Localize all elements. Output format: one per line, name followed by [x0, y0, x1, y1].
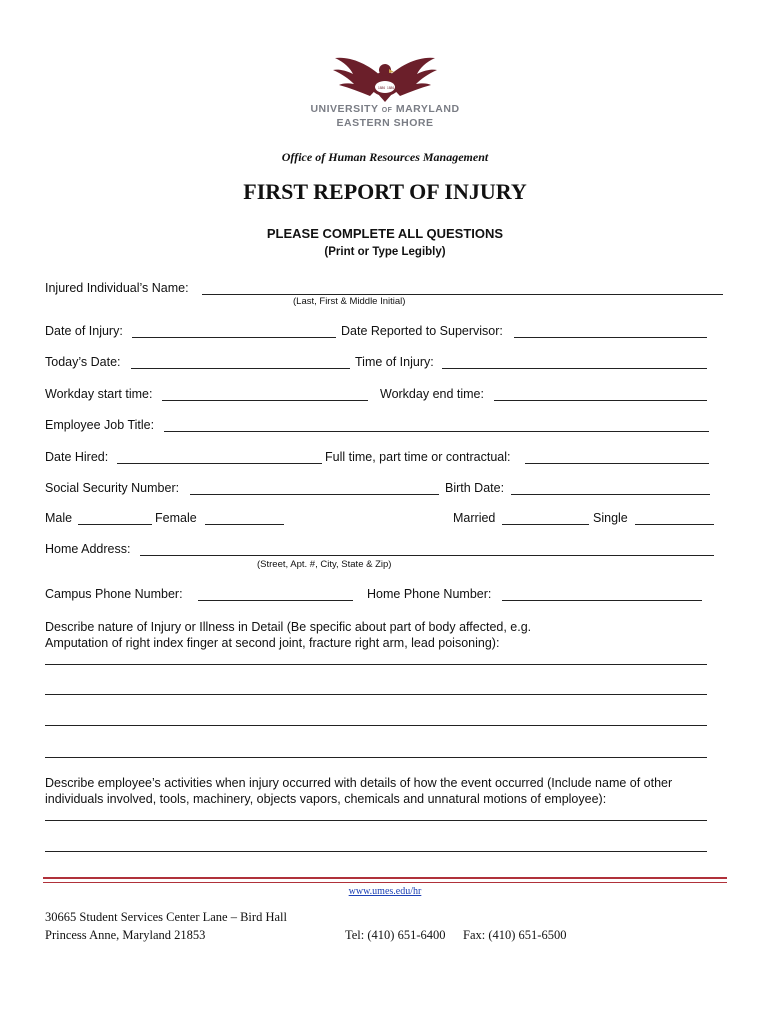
- campus-phone-field[interactable]: [198, 600, 353, 601]
- ssn-label: Social Security Number:: [45, 481, 180, 495]
- home-address-field[interactable]: [140, 555, 714, 556]
- home-phone-label: Home Phone Number:: [367, 587, 492, 601]
- home-address-label: Home Address:: [45, 542, 131, 556]
- activities-line-2[interactable]: [45, 851, 707, 852]
- birth-date-field[interactable]: [511, 494, 710, 495]
- workday-end-field[interactable]: [494, 400, 707, 401]
- birth-date-label: Birth Date:: [445, 481, 505, 495]
- time-of-injury-field[interactable]: [442, 368, 707, 369]
- female-field[interactable]: [205, 524, 284, 525]
- name-label: Injured Individual’s Name:: [45, 281, 189, 295]
- injury-nature-line-3[interactable]: [45, 725, 707, 726]
- ssn-field[interactable]: [190, 494, 439, 495]
- date-reported-field[interactable]: [514, 337, 707, 338]
- injury-nature-line-1[interactable]: [45, 664, 707, 665]
- footer-tel: Tel: (410) 651-6400: [345, 928, 446, 942]
- workday-start-label: Workday start time:: [45, 387, 153, 401]
- injury-nature-question: Describe nature of Injury or Illness in Detail (Be specific about part of body affected, e.g. Amputation of right index finger at second joint, fracture right arm, lead poisoning):: [45, 620, 532, 650]
- campus-phone-label: Campus Phone Number:: [45, 587, 183, 601]
- footer-divider-thin: [43, 882, 727, 883]
- footer-fax: Fax: (410) 651-6500: [463, 928, 567, 942]
- footer-divider: [43, 877, 727, 879]
- single-label: Single: [593, 511, 628, 525]
- date-hired-label: Date Hired:: [45, 450, 109, 464]
- svg-text:1886: 1886: [387, 86, 395, 90]
- employment-type-label: Full time, part time or contractual:: [325, 450, 511, 464]
- married-label: Married: [453, 511, 496, 525]
- todays-date-field[interactable]: [131, 368, 350, 369]
- svg-text:1886: 1886: [378, 86, 386, 90]
- married-field[interactable]: [502, 524, 589, 525]
- male-field[interactable]: [78, 524, 152, 525]
- female-label: Female: [155, 511, 197, 525]
- date-of-injury-field[interactable]: [132, 337, 336, 338]
- injury-nature-line-2[interactable]: [45, 694, 707, 695]
- footer-address-line2: Princess Anne, Maryland 21853: [45, 928, 206, 942]
- university-name: UNIVERSITY OF MARYLAND EASTERN SHORE: [310, 103, 460, 129]
- office-name: Office of Human Resources Management: [281, 150, 489, 164]
- time-of-injury-label: Time of Injury:: [355, 355, 434, 369]
- address-hint: (Street, Apt. #, City, State & Zip): [257, 559, 392, 570]
- job-title-label: Employee Job Title:: [45, 418, 155, 432]
- male-label: Male: [45, 511, 73, 525]
- activities-question: Describe employee’s activities when injury occurred with details of how the event occurred (Include name of other individuals involved, tools, machinery, objects vapors, chemicals and unnatural motions of employee):: [45, 776, 673, 806]
- page-title: FIRST REPORT OF INJURY: [243, 179, 527, 204]
- name-hint: (Last, First & Middle Initial): [293, 296, 406, 307]
- date-hired-field[interactable]: [117, 463, 322, 464]
- job-title-field[interactable]: [164, 431, 709, 432]
- activities-line-1[interactable]: [45, 820, 707, 821]
- employment-type-field[interactable]: [525, 463, 709, 464]
- instruction-heading: PLEASE COMPLETE ALL QUESTIONS: [266, 226, 504, 241]
- website-link[interactable]: www.umes.edu/hr: [348, 886, 422, 897]
- workday-end-label: Workday end time:: [380, 387, 484, 401]
- home-phone-field[interactable]: [502, 600, 702, 601]
- name-field[interactable]: [202, 294, 723, 295]
- instruction-subheading: (Print or Type Legibly): [324, 246, 446, 258]
- workday-start-field[interactable]: [162, 400, 368, 401]
- date-of-injury-label: Date of Injury:: [45, 324, 123, 338]
- single-field[interactable]: [635, 524, 714, 525]
- date-reported-label: Date Reported to Supervisor:: [341, 324, 503, 338]
- footer-address-line1: 30665 Student Services Center Lane – Bird Hall: [45, 910, 287, 924]
- todays-date-label: Today’s Date:: [45, 355, 121, 369]
- injury-nature-line-4[interactable]: [45, 757, 707, 758]
